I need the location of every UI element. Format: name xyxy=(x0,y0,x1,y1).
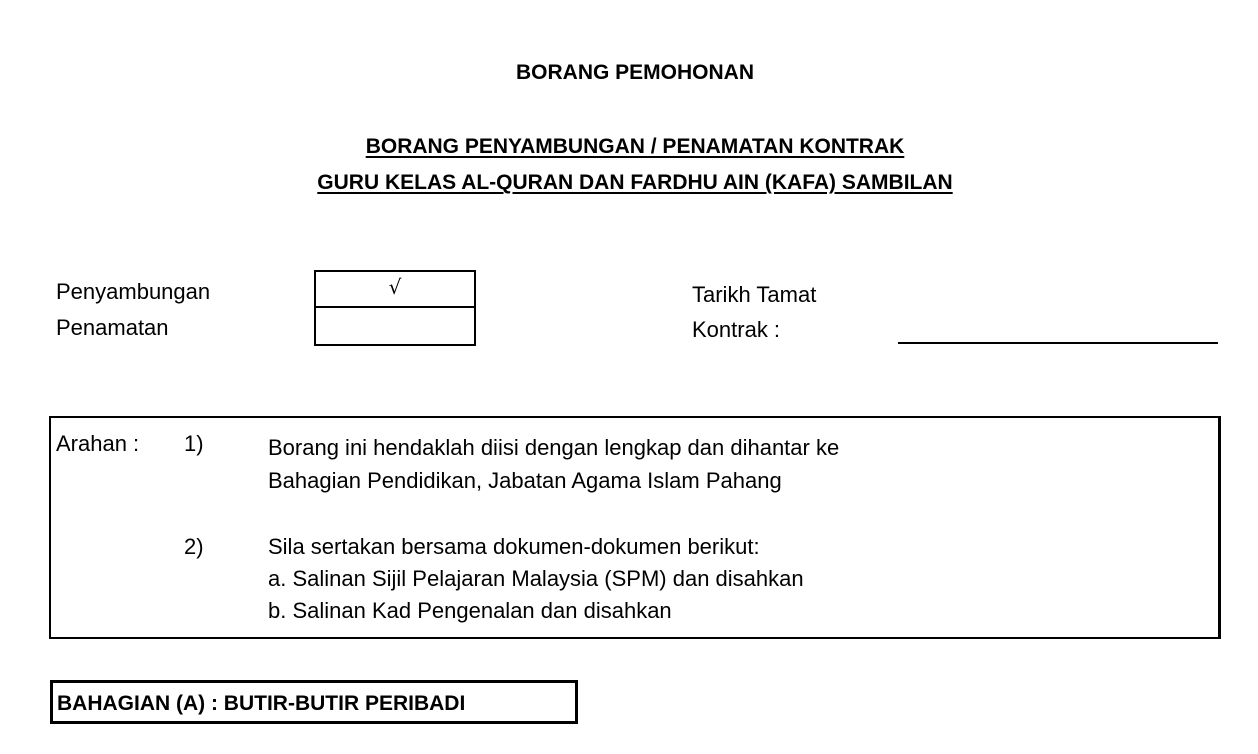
instruction-number-1: 1) xyxy=(184,431,204,456)
termination-checkbox[interactable] xyxy=(316,308,474,344)
instruction-1-line-2: Bahagian Pendidikan, Jabatan Agama Islam Pahang xyxy=(268,468,782,493)
renewal-label: Penyambungan xyxy=(56,279,211,304)
form-subtitle-line1: BORANG PENYAMBUNGAN / PENAMATAN KONTRAK xyxy=(365,135,905,158)
instruction-1-line-1: Borang ini hendaklah diisi dengan lengkap dan dihantar ke xyxy=(268,435,840,460)
form-subtitle-line2: GURU KELAS AL-QURAN DAN FARDHU AIN (KAFA) SAMBILAN xyxy=(317,171,953,194)
section-a-title: BAHAGIAN (A) : BUTIR-BUTIR PERIBADI xyxy=(57,692,466,715)
contract-end-label-line1: Tarikh Tamat xyxy=(692,282,817,307)
contract-end-date-field[interactable] xyxy=(898,342,1218,344)
instruction-2-line-2: a. Salinan Sijil Pelajaran Malaysia (SPM) dan disahkan xyxy=(268,566,804,591)
instruction-2-line-1: Sila sertakan bersama dokumen-dokumen berikut: xyxy=(268,534,760,559)
option-checkbox-group xyxy=(314,270,476,346)
instruction-number-2: 2) xyxy=(184,534,204,559)
form-title: BORANG PEMOHONAN xyxy=(515,61,754,84)
termination-label: Penamatan xyxy=(56,315,169,340)
instructions-box xyxy=(49,416,1221,639)
instruction-2-line-3: b. Salinan Kad Pengenalan dan disahkan xyxy=(268,598,672,623)
instructions-label: Arahan : xyxy=(56,431,140,456)
renewal-checkbox[interactable]: √ xyxy=(316,272,474,308)
section-a-header xyxy=(50,680,578,724)
contract-end-label-line2: Kontrak : xyxy=(692,317,781,342)
